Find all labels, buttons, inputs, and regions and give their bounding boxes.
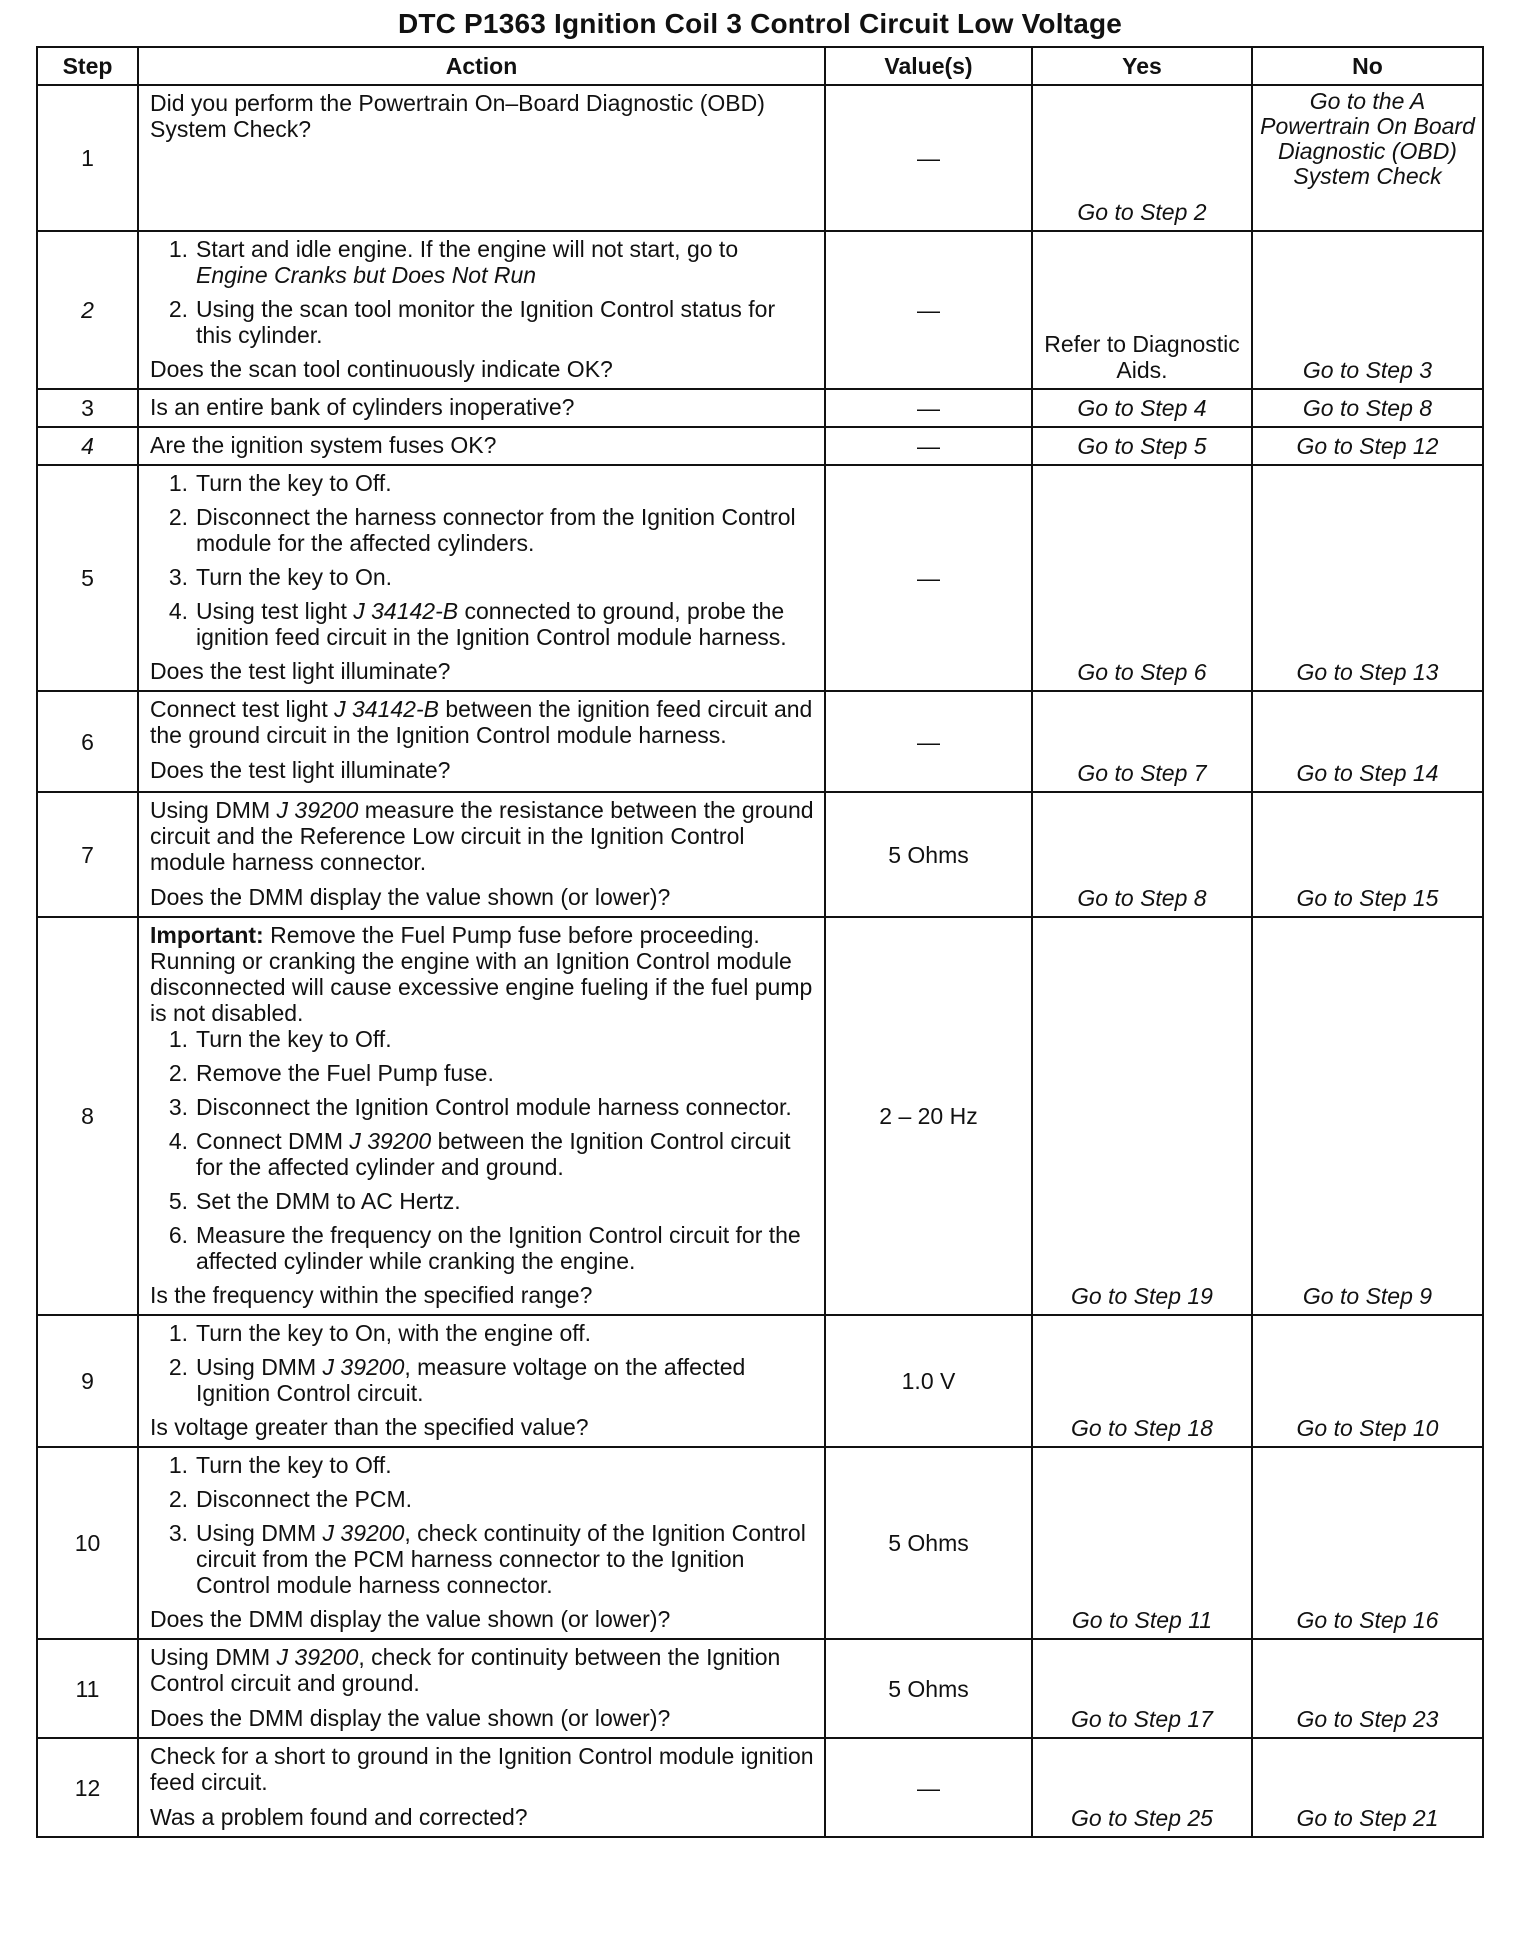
action-steps-list (150, 470, 816, 650)
text-run: Did you perform the Powertrain On–Board Diagnostic (OBD) System Check? (150, 90, 765, 142)
yes-cell: Go to Step 25 (1032, 1738, 1252, 1837)
text-run: Using the scan tool monitor the Ignition Control status for this cylinder. (196, 296, 776, 348)
no-cell: Go to Step 10 (1252, 1315, 1483, 1447)
value-cell: — (825, 427, 1032, 465)
action-steps-list (150, 236, 816, 348)
step-text (196, 236, 816, 288)
action-intro (150, 394, 816, 420)
action-question (150, 1606, 816, 1632)
step-number: 1. (168, 470, 188, 496)
action-cell (138, 1639, 825, 1738)
text-run: Turn the key to On. (196, 564, 393, 590)
yes-cell: Go to Step 18 (1032, 1315, 1252, 1447)
text-run: Remove the Fuel Pump fuse. (196, 1060, 494, 1086)
action-step-item (150, 1486, 816, 1512)
yes-cell: Go to Step 4 (1032, 389, 1252, 427)
italic-reference: J 34142-B (353, 598, 459, 624)
action-cell (138, 85, 825, 231)
action-question (150, 658, 816, 684)
action-question (150, 757, 816, 783)
action-question (150, 356, 816, 382)
action-step-item (150, 1094, 816, 1120)
header-row (37, 47, 1483, 85)
diagnostic-table (36, 46, 1484, 1838)
action-step-item (150, 1060, 816, 1086)
action-intro (150, 1644, 816, 1696)
text-run: Connect DMM (196, 1128, 350, 1154)
no-cell: Go to Step 21 (1252, 1738, 1483, 1837)
step-text (196, 1520, 816, 1598)
step-number: 2. (168, 1060, 188, 1086)
action-step-item (150, 598, 816, 650)
important-label: Important: (150, 922, 264, 948)
step-number: 2. (168, 296, 188, 322)
step-cell: 2 (37, 231, 138, 389)
italic-reference: J 39200 (349, 1128, 432, 1154)
step-cell: 6 (37, 691, 138, 792)
step-number: 4. (168, 1128, 188, 1154)
text-run: , measure voltage on the affected Ignition Control circuit. (196, 1354, 746, 1406)
table-row (37, 465, 1483, 691)
action-cell (138, 231, 825, 389)
step-text (196, 564, 816, 590)
action-intro (150, 90, 816, 142)
text-run: Is the frequency within the specified range? (150, 1282, 593, 1308)
table-row (37, 1639, 1483, 1738)
no-cell: Go to Step 8 (1252, 389, 1483, 427)
action-cell (138, 691, 825, 792)
action-step-item (150, 1452, 816, 1478)
italic-reference: Engine Cranks but Does Not Run (196, 262, 537, 288)
text-run: Check for a short to ground in the Ignition Control module ignition feed circuit. (150, 1743, 814, 1795)
step-number: 1. (168, 1320, 188, 1346)
step-text (196, 1222, 816, 1274)
step-text (196, 1094, 816, 1120)
text-run: between the Ignition Control circuit for the affected cylinder and ground. (196, 1128, 791, 1180)
value-cell: — (825, 691, 1032, 792)
action-steps-list (150, 1452, 816, 1598)
document-title: DTC P1363 Ignition Coil 3 Control Circuit Low Voltage (397, 8, 1123, 39)
value-cell: 5 Ohms (825, 792, 1032, 917)
yes-cell: Go to Step 2 (1032, 85, 1252, 231)
step-text (196, 1188, 816, 1214)
table-row (37, 917, 1483, 1315)
action-step-item (150, 296, 816, 348)
value-cell: 5 Ohms (825, 1447, 1032, 1639)
step-number: 6. (168, 1222, 188, 1248)
step-text (196, 1128, 816, 1180)
action-cell (138, 389, 825, 427)
text-run: Turn the key to Off. (196, 1026, 392, 1052)
step-number: 4. (168, 598, 188, 624)
action-cell (138, 1447, 825, 1639)
action-step-item (150, 1354, 816, 1406)
no-cell: Go to the A Powertrain On Board Diagnostic (OBD) System Check (1252, 85, 1483, 231)
italic-reference: J 39200 (276, 797, 359, 823)
no-cell: Go to Step 13 (1252, 465, 1483, 691)
no-cell: Go to Step 23 (1252, 1639, 1483, 1738)
table-row (37, 792, 1483, 917)
action-step-item (150, 1320, 816, 1346)
text-run: Using DMM (196, 1354, 323, 1380)
action-step-item (150, 1128, 816, 1180)
step-cell: 4 (37, 427, 138, 465)
header-no: No (1252, 47, 1483, 85)
text-run: Is voltage greater than the specified value? (150, 1414, 589, 1440)
header-values: Value(s) (825, 47, 1032, 85)
no-cell: Go to Step 16 (1252, 1447, 1483, 1639)
yes-cell: Go to Step 5 (1032, 427, 1252, 465)
table-row (37, 85, 1483, 231)
text-run: Is an entire bank of cylinders inoperative? (150, 394, 575, 420)
step-number: 3. (168, 1094, 188, 1120)
action-step-item (150, 1188, 816, 1214)
step-cell: 12 (37, 1738, 138, 1837)
step-cell: 3 (37, 389, 138, 427)
text-run: Does the scan tool continuously indicate OK? (150, 356, 613, 382)
text-run: Turn the key to On, with the engine off. (196, 1320, 592, 1346)
no-cell: Go to Step 9 (1252, 917, 1483, 1315)
table-row (37, 1447, 1483, 1639)
text-run: Was a problem found and corrected? (150, 1804, 528, 1830)
text-run: Disconnect the Ignition Control module harness connector. (196, 1094, 792, 1120)
action-step-item (150, 1222, 816, 1274)
action-cell (138, 917, 825, 1315)
value-cell: — (825, 389, 1032, 427)
step-text (196, 1486, 816, 1512)
text-run: Does the DMM display the value shown (or lower)? (150, 884, 671, 910)
yes-cell: Refer to Diagnostic Aids. (1032, 231, 1252, 389)
action-step-item (150, 1026, 816, 1052)
step-text (196, 1452, 816, 1478)
italic-reference: J 39200 (276, 1644, 359, 1670)
step-number: 2. (168, 1354, 188, 1380)
step-number: 1. (168, 236, 188, 262)
step-text (196, 1320, 816, 1346)
table-row (37, 389, 1483, 427)
action-intro (150, 696, 816, 748)
italic-reference: J 39200 (322, 1520, 405, 1546)
text-run: Are the ignition system fuses OK? (150, 432, 497, 458)
step-cell: 10 (37, 1447, 138, 1639)
value-cell: — (825, 231, 1032, 389)
text-run: Turn the key to Off. (196, 470, 392, 496)
table-row (37, 691, 1483, 792)
value-cell: — (825, 1738, 1032, 1837)
header-action: Action (138, 47, 825, 85)
step-text (196, 598, 816, 650)
action-cell (138, 1738, 825, 1837)
step-number: 1. (168, 1452, 188, 1478)
action-steps-list (150, 1026, 816, 1274)
yes-cell: Go to Step 6 (1032, 465, 1252, 691)
value-cell: 1.0 V (825, 1315, 1032, 1447)
text-run: Does the test light illuminate? (150, 658, 451, 684)
action-question (150, 1414, 816, 1440)
italic-reference: J 34142-B (334, 696, 439, 722)
text-run: Disconnect the PCM. (196, 1486, 413, 1512)
step-cell: 9 (37, 1315, 138, 1447)
text-run: Turn the key to Off. (196, 1452, 392, 1478)
step-text (196, 1060, 816, 1086)
action-cell (138, 427, 825, 465)
step-text (196, 504, 816, 556)
action-cell (138, 465, 825, 691)
step-cell: 11 (37, 1639, 138, 1738)
text-run: , check continuity of the Ignition Control circuit from the PCM harness connector to the Ignition Control module harness connector. (196, 1520, 806, 1598)
text-run: Using DMM (150, 1644, 277, 1670)
table-row (37, 1738, 1483, 1837)
action-steps-list (150, 1320, 816, 1406)
yes-cell: Go to Step 19 (1032, 917, 1252, 1315)
header-yes: Yes (1032, 47, 1252, 85)
table-row (37, 231, 1483, 389)
text-run: connected to ground, probe the ignition feed circuit in the Ignition Control module harness. (196, 598, 787, 650)
step-text (196, 1026, 816, 1052)
step-number: 3. (168, 1520, 188, 1546)
text-run: Does the DMM display the value shown (or lower)? (150, 1705, 671, 1731)
action-question (150, 1804, 816, 1830)
action-question (150, 1705, 816, 1731)
action-question (150, 884, 816, 910)
yes-cell: Go to Step 8 (1032, 792, 1252, 917)
action-step-item (150, 504, 816, 556)
text-run: Using test light (196, 598, 354, 624)
step-text (196, 296, 816, 348)
action-cell (138, 792, 825, 917)
no-cell: Go to Step 12 (1252, 427, 1483, 465)
text-run: between the ignition feed circuit and the ground circuit in the Ignition Control module harness. (150, 696, 813, 748)
text-run: Does the DMM display the value shown (or lower)? (150, 1606, 671, 1632)
text-run: measure the resistance between the ground circuit and the Reference Low circuit in the Ignition Control module harness connector. (150, 797, 814, 875)
yes-cell: Go to Step 7 (1032, 691, 1252, 792)
text-run: Remove the Fuel Pump fuse before proceeding. Running or cranking the engine with an Ignition Control module disconnected will cause excessive engine fueling if the fuel pump is not disabled. (150, 922, 813, 1026)
yes-cell: Go to Step 11 (1032, 1447, 1252, 1639)
text-run: , check for continuity between the Ignition Control circuit and ground. (150, 1644, 781, 1696)
step-number: 5. (168, 1188, 188, 1214)
action-cell (138, 1315, 825, 1447)
step-number: 2. (168, 1486, 188, 1512)
action-step-item (150, 236, 816, 288)
step-number: 1. (168, 1026, 188, 1052)
no-cell: Go to Step 3 (1252, 231, 1483, 389)
text-run: Connect test light (150, 696, 335, 722)
step-cell: 5 (37, 465, 138, 691)
step-text (196, 1354, 816, 1406)
table-body (37, 85, 1483, 1837)
step-cell: 8 (37, 917, 138, 1315)
text-run: Using DMM (196, 1520, 323, 1546)
action-question (150, 1282, 816, 1308)
no-cell: Go to Step 15 (1252, 792, 1483, 917)
value-cell: — (825, 465, 1032, 691)
value-cell: — (825, 85, 1032, 231)
italic-reference: J 39200 (322, 1354, 405, 1380)
table-row (37, 427, 1483, 465)
text-run: Using DMM (150, 797, 277, 823)
action-step-item (150, 564, 816, 590)
action-step-item (150, 470, 816, 496)
action-intro (150, 797, 816, 875)
text-run: Measure the frequency on the Ignition Control circuit for the affected cylinder while cranking the engine. (196, 1222, 801, 1274)
action-intro (150, 1743, 816, 1795)
value-cell: 5 Ohms (825, 1639, 1032, 1738)
action-intro (150, 432, 816, 458)
step-number: 2. (168, 504, 188, 530)
table-row (37, 1315, 1483, 1447)
no-cell: Go to Step 14 (1252, 691, 1483, 792)
yes-cell: Go to Step 17 (1032, 1639, 1252, 1738)
action-step-item (150, 1520, 816, 1598)
action-intro (150, 922, 816, 1026)
text-run: Start and idle engine. If the engine will not start, go to (196, 236, 739, 262)
text-run: Set the DMM to AC Hertz. (196, 1188, 461, 1214)
step-number: 3. (168, 564, 188, 590)
header-step: Step (37, 47, 138, 85)
text-run: Does the test light illuminate? (150, 757, 451, 783)
step-cell: 1 (37, 85, 138, 231)
text-run: Disconnect the harness connector from the Ignition Control module for the affected cylinders. (196, 504, 796, 556)
value-cell: 2 – 20 Hz (825, 917, 1032, 1315)
step-text (196, 470, 816, 496)
step-cell: 7 (37, 792, 138, 917)
